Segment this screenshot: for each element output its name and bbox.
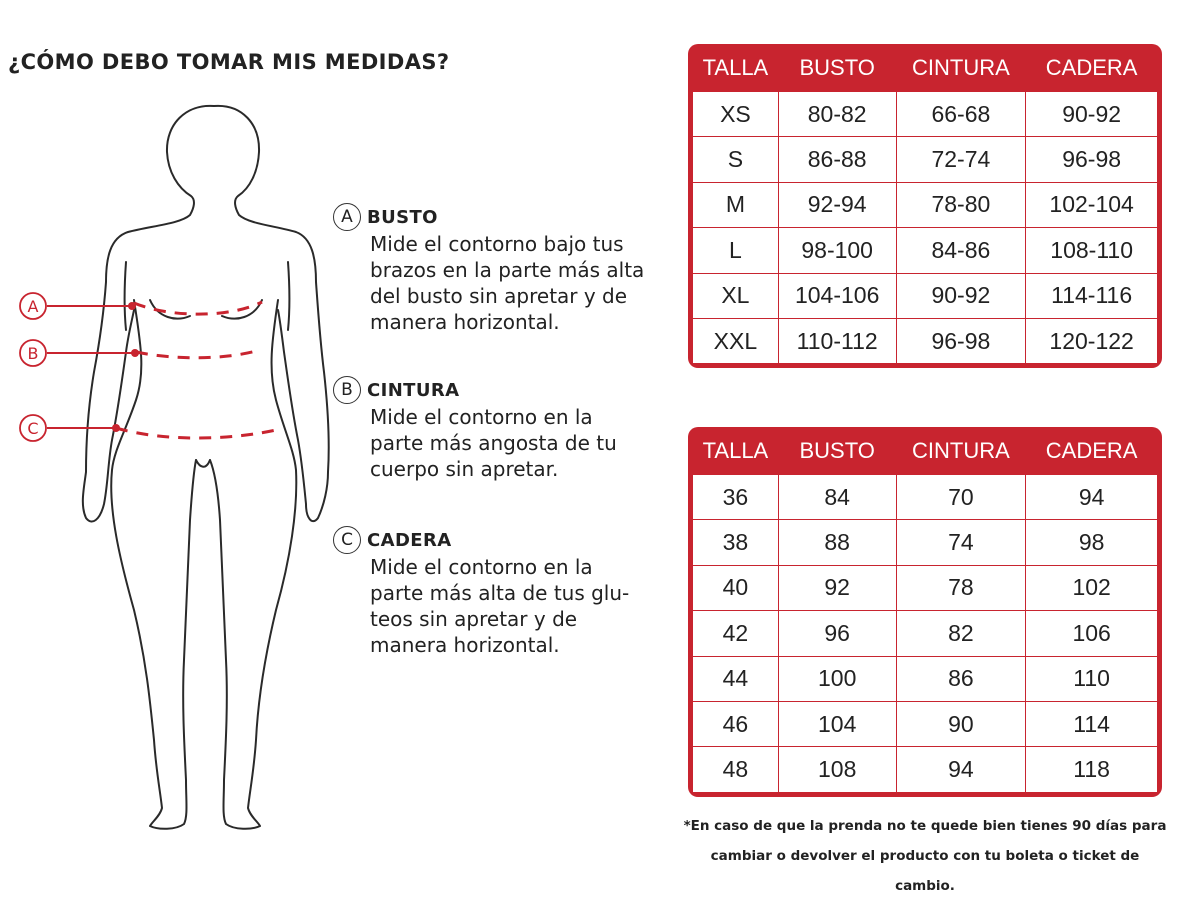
table-cell: 102-104 — [1026, 182, 1158, 227]
size-table-numbers — [688, 427, 1162, 797]
table-cell: 86 — [896, 656, 1026, 701]
marker-b-badge: B — [333, 376, 361, 404]
table-cell: 38 — [693, 520, 779, 565]
header-cintura: CINTURA — [912, 437, 1010, 463]
table-cell: M — [693, 182, 779, 227]
table-cell: 90-92 — [1026, 92, 1158, 137]
table-row — [693, 520, 1158, 565]
table-row — [693, 137, 1158, 182]
header-talla: TALLA — [702, 437, 769, 463]
table-cell: 82 — [896, 611, 1026, 656]
instruction-title: CADERA — [367, 529, 452, 551]
table-row — [693, 92, 1158, 137]
table-row — [693, 747, 1158, 792]
table-cell: 86-88 — [778, 137, 896, 182]
instruction-text: Mide el contorno en la parte más angosta de tu cuerpo sin apretar. — [370, 405, 617, 481]
table-row — [693, 701, 1158, 746]
instruction-busto — [333, 203, 673, 335]
header-cintura: CINTURA — [912, 54, 1010, 80]
table-cell: XS — [693, 92, 779, 137]
table-cell: 96-98 — [896, 318, 1026, 363]
table-row — [693, 318, 1158, 363]
footnote-line: cambiar o devolver el producto con tu boleta o ticket de cambio. — [710, 848, 1140, 894]
instruction-text: Mide el contorno en la parte más alta de tus glu- teos sin apretar y de manera horizontal. — [370, 555, 630, 657]
header-busto: BUSTO — [799, 54, 875, 80]
table-header-row — [693, 427, 1158, 475]
instruction-cintura — [333, 376, 673, 482]
table-cell: 36 — [693, 475, 779, 520]
table-cell: 98-100 — [778, 228, 896, 273]
marker-a-badge: A — [333, 203, 361, 231]
instruction-text: Mide el contorno bajo tus brazos en la parte más alta del busto sin apretar y de manera horizontal. — [370, 232, 645, 334]
instruction-cadera — [333, 526, 673, 658]
table-cell: 80-82 — [778, 92, 896, 137]
marker-a-label: A — [27, 297, 39, 316]
table-cell: 120-122 — [1026, 318, 1158, 363]
marker-c-badge: C — [333, 526, 361, 554]
table-cell: 84-86 — [896, 228, 1026, 273]
table-cell: 108 — [778, 747, 896, 792]
body-figure — [0, 95, 330, 835]
table-cell: XXL — [693, 318, 779, 363]
table-cell: 96-98 — [1026, 137, 1158, 182]
table-cell: 78 — [896, 565, 1026, 610]
table-cell: 106 — [1026, 611, 1158, 656]
table-cell: 98 — [1026, 520, 1158, 565]
table-cell: 74 — [896, 520, 1026, 565]
table-cell: 110 — [1026, 656, 1158, 701]
table-cell: 110-112 — [778, 318, 896, 363]
table-cell: 44 — [693, 656, 779, 701]
header-cadera: CADERA — [1045, 54, 1138, 80]
table-cell: L — [693, 228, 779, 273]
table-cell: 114-116 — [1026, 273, 1158, 318]
table-cell: 100 — [778, 656, 896, 701]
table-cell: 118 — [1026, 747, 1158, 792]
table-row — [693, 228, 1158, 273]
table-row — [693, 475, 1158, 520]
table-cell: 108-110 — [1026, 228, 1158, 273]
marker-c-label: C — [27, 419, 39, 438]
table-cell: 94 — [1026, 475, 1158, 520]
header-talla: TALLA — [702, 54, 769, 80]
instruction-title: BUSTO — [367, 206, 438, 228]
table-cell: 94 — [896, 747, 1026, 792]
header-busto: BUSTO — [799, 437, 875, 463]
instruction-title: CINTURA — [367, 379, 460, 401]
table-row — [693, 182, 1158, 227]
table-cell: 104-106 — [778, 273, 896, 318]
table-cell: 96 — [778, 611, 896, 656]
table-cell: 102 — [1026, 565, 1158, 610]
table-cell: 88 — [778, 520, 896, 565]
table-cell: 84 — [778, 475, 896, 520]
table-cell: 40 — [693, 565, 779, 610]
table-cell: 78-80 — [896, 182, 1026, 227]
table-row — [693, 656, 1158, 701]
table-cell: 92 — [778, 565, 896, 610]
table-cell: 66-68 — [896, 92, 1026, 137]
table-cell: 114 — [1026, 701, 1158, 746]
marker-b-label: B — [27, 344, 39, 363]
footnote — [680, 811, 1170, 901]
table-cell: 90-92 — [896, 273, 1026, 318]
table-cell: XL — [693, 273, 779, 318]
table-cell: 42 — [693, 611, 779, 656]
table-cell: 46 — [693, 701, 779, 746]
table-cell: 92-94 — [778, 182, 896, 227]
table-cell: S — [693, 137, 779, 182]
table-row — [693, 611, 1158, 656]
table-row — [693, 273, 1158, 318]
size-table-letters — [688, 44, 1162, 368]
table-cell: 72-74 — [896, 137, 1026, 182]
table-cell: 90 — [896, 701, 1026, 746]
footnote-line: *En caso de que la prenda no te quede bien tienes 90 días para — [683, 818, 1167, 834]
page-title: ¿CÓMO DEBO TOMAR MIS MEDIDAS? — [8, 50, 450, 74]
table-header-row — [693, 44, 1158, 92]
table-row — [693, 565, 1158, 610]
table-cell: 70 — [896, 475, 1026, 520]
table-cell: 48 — [693, 747, 779, 792]
header-cadera: CADERA — [1045, 437, 1138, 463]
table-cell: 104 — [778, 701, 896, 746]
